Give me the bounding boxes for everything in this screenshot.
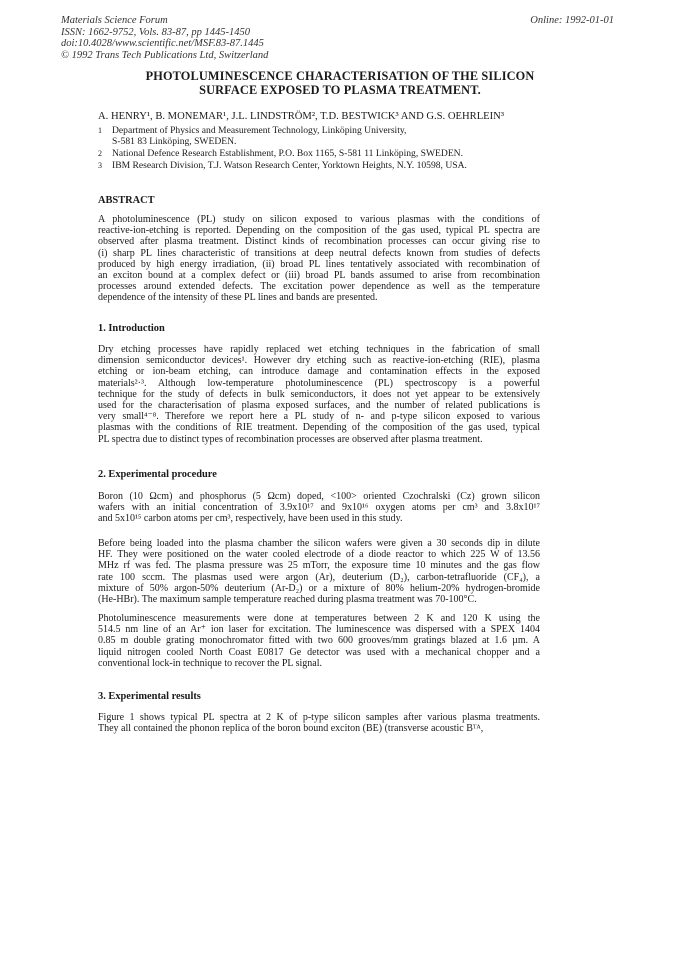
text-line: technique for the study of defects in bulk semiconductors, it does not yet appear to be extensively <box>98 388 540 400</box>
section-heading-results: 3. Experimental results <box>98 691 201 702</box>
text-line: wafers with an initial concentration of 3.9x10¹⁷ and 9x10¹⁶ oxygen atoms per cm³ and 3.8x10¹⁷ <box>98 502 540 514</box>
text-line: dimension semiconductor devices¹. However dry etching such as reactive-ion-etching (RIE), plasma <box>98 355 540 367</box>
journal-name: Materials Science Forum <box>61 15 168 26</box>
text-line: rate 100 sccm. The plasmas used were argon (Ar), deuterium (D₂), carbon-tetrafluoride (CF₄), a <box>98 571 540 583</box>
text-line: 0.85 m double grating monochromator fitted with two 600 grooves/mm gratings blazed at 1.6 µm. A <box>98 635 540 647</box>
text-line: 514.5 nm line of an Ar⁺ ion laser for excitation. The luminescence was dispersed with a SPEX 1404 <box>98 624 540 636</box>
affiliation-number: 1 <box>98 126 102 135</box>
affiliation-3 <box>98 161 467 172</box>
affiliation-2 <box>98 149 463 160</box>
title-line-2: SURFACE EXPOSED TO PLASMA TREATMENT. <box>199 82 481 97</box>
text-line: very small⁴⁻⁸. Therefore we report here a PL study of n- and p-type silicon exposed to various <box>98 411 540 423</box>
text-line: Dry etching processes have rapidly replaced wet etching techniques in the fabrication of small <box>98 344 540 355</box>
introduction-body <box>98 344 540 445</box>
text-line: Before being loaded into the plasma chamber the silicon wafers were given a 30 seconds dip in dilute <box>98 538 540 549</box>
text-line: and 5x10¹⁵ carbon atoms per cm³, respectively, have been used in this study. <box>98 513 403 525</box>
text-line: (He-HBr). The maximum sample temperature reached during plasma treatment was 70-100°C. <box>98 594 477 606</box>
experimental-paragraph-3 <box>98 613 540 669</box>
affiliation-1 <box>98 126 406 148</box>
text-line: liquid nitrogen cooled North Coast E0817 Ge detector was used with a mechanical chopper and a <box>98 646 540 658</box>
text-line: processes around extended defects. The excitation power dependence as well as the temperature <box>98 281 540 293</box>
online-date: Online: 1992-01-01 <box>530 15 614 26</box>
text-line: plasmas with the conditions of RIE treatment. Depending of the composition of the gas used, typical <box>98 422 540 434</box>
affiliation-text: National Defence Research Establishment, P.O. Box 1165, S-581 11 Linköping, SWEDEN. <box>112 148 463 159</box>
text-line: Boron (10 Ωcm) and phosphorus (5 Ωcm) doped, <100> oriented Czochralski (Cz) grown silicon <box>98 491 540 502</box>
results-body <box>98 712 540 734</box>
text-line: They all contained the phonon replica of the boron bound exciton (BE) (transverse acoustic Bᵀᴬ, <box>98 723 484 735</box>
text-line: (i) sharp PL lines characteristic of transitions at deep neutral defects known from studies of defects <box>98 247 540 259</box>
title-line-1: PHOTOLUMINESCENCE CHARACTERISATION OF THE SILICON <box>145 69 535 83</box>
journal-header <box>61 15 614 61</box>
affiliation-text: S-581 83 Linköping, SWEDEN. <box>112 135 237 147</box>
paper-title <box>90 70 590 97</box>
text-line: dependence of the intensity of these PL lines and bands are presented. <box>98 292 378 304</box>
author-list: A. HENRY¹, B. MONEMAR¹, J.L. LINDSTRÖM², T.D. BESTWICK³ AND G.S. OEHRLEIN³ <box>98 111 504 122</box>
text-line: A photoluminescence (PL) study on silicon exposed to various plasmas with the conditions of <box>98 214 540 225</box>
abstract-heading: ABSTRACT <box>98 195 155 206</box>
text-line: HF. They were positioned on the water cooled electrode of a diode reactor to which 225 W of 13.56 <box>98 549 540 561</box>
text-line: MHz rf was fed. The plasma pressure was 25 mTorr, the exposure time 10 minutes and the gas flow <box>98 560 540 572</box>
affiliation-number: 2 <box>98 149 102 158</box>
affiliation-number: 3 <box>98 161 102 170</box>
section-heading-introduction: 1. Introduction <box>98 323 165 334</box>
text-line: an exciton bound at a complex defect or (iii) broad PL bands assumed to arise from recombination <box>98 270 540 282</box>
text-line: materials²·³. Although low-temperature photoluminescence (PL) spectroscopy is a powerful <box>98 377 540 389</box>
issn-line: ISSN: 1662-9752, Vols. 83-87, pp 1445-1450 <box>61 26 250 38</box>
affiliation-text: Department of Physics and Measurement Technology, Linköping University, <box>112 125 407 136</box>
text-line: Figure 1 shows typical PL spectra at 2 K of p-type silicon samples after various plasma treatments. <box>98 712 540 723</box>
text-line: Photoluminescence measurements were done at temperatures between 2 K and 120 K using the <box>98 613 540 624</box>
text-line: conventional lock-in technique to recover the PL signal. <box>98 657 323 669</box>
text-line: produced by high energy irradiation, (ii) broad PL lines tentatively associated with recombination of <box>98 258 540 270</box>
affiliation-text: IBM Research Division, T.J. Watson Research Center, Yorktown Heights, N.Y. 10598, USA. <box>112 160 467 171</box>
text-line: reactive-ion-etching is reported. Depending on the composition of the gas used, typical PL spectra are <box>98 225 540 237</box>
text-line: observed after plasma treatment. Distinct kinds of recombination processes can occur giving rise to <box>98 236 540 248</box>
experimental-paragraph-2 <box>98 538 540 605</box>
text-line: PL spectra due to distinct types of recombination processes are observed after plasma treatment. <box>98 433 483 445</box>
abstract-body <box>98 214 540 304</box>
copyright-line: © 1992 Trans Tech Publications Ltd, Switzerland <box>61 49 269 61</box>
section-heading-experimental: 2. Experimental procedure <box>98 469 217 480</box>
experimental-paragraph-1 <box>98 491 540 525</box>
text-line: mixture of 50% argon-50% deuterium (Ar-D₂) or a mixture of 80% helium-20% hydrogen-bromide <box>98 582 540 594</box>
text-line: used for the characterisation of plasma exposed surfaces, and the number of related publications is <box>98 400 540 412</box>
doi-line: doi:10.4028/www.scientific.net/MSF.83-87.1445 <box>61 38 264 50</box>
text-line: etching or ion-beam etching, can introduce damage and contamination effects in the exposed <box>98 366 540 378</box>
